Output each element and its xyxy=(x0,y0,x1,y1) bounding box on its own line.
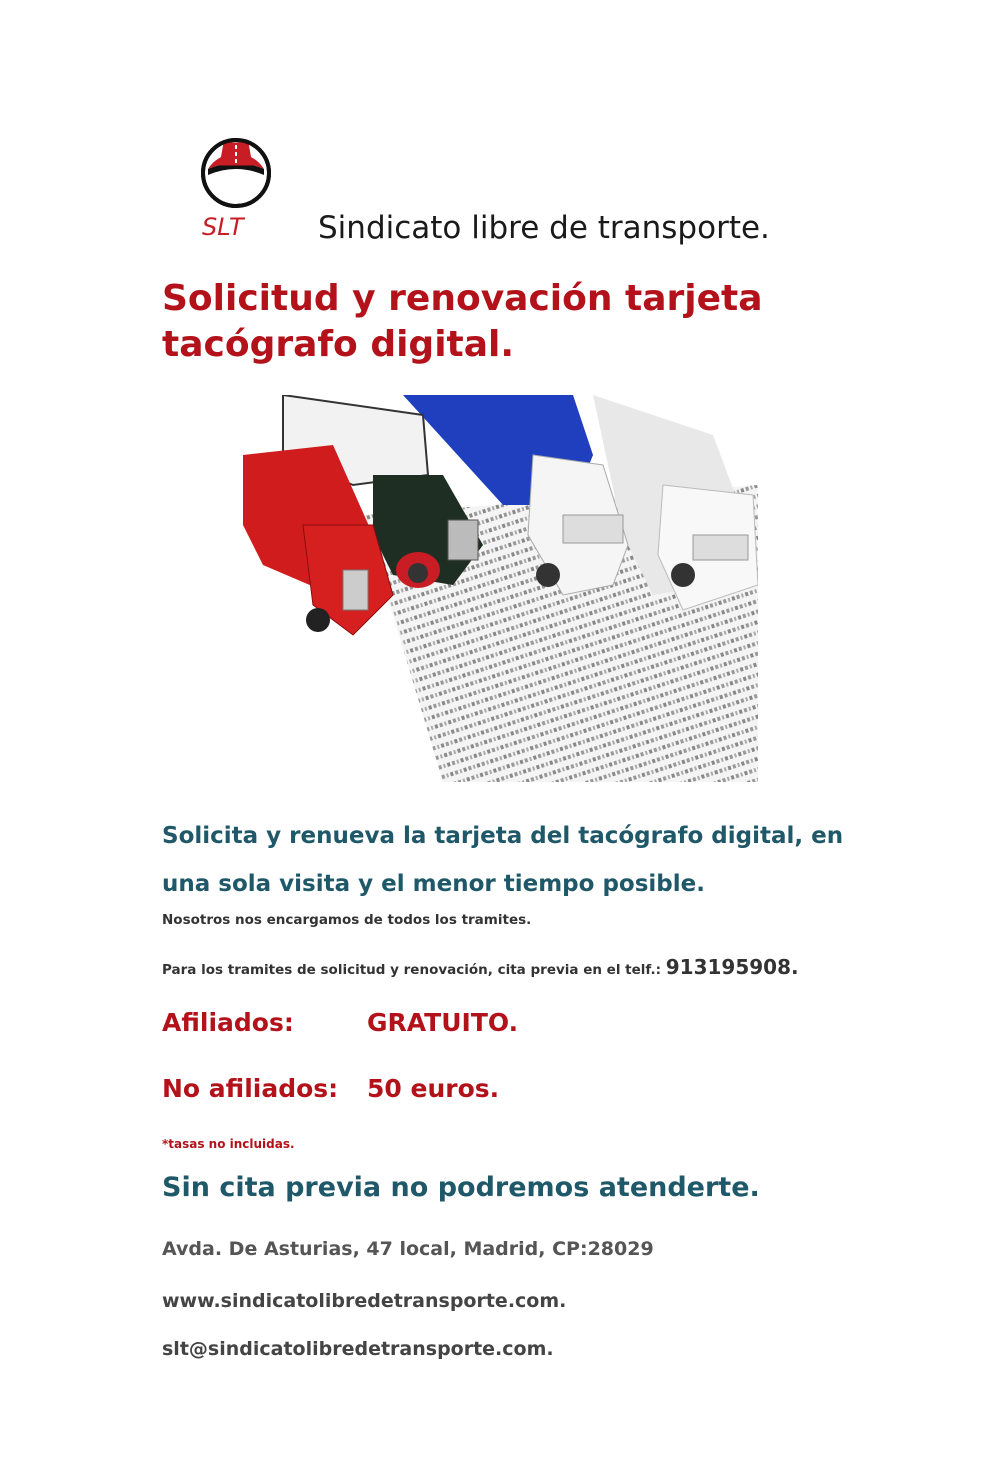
intro-line-1: Solicita y renueva la tarjeta del tacógrafo digital, en xyxy=(162,823,844,849)
address-text: Avda. De Asturias, 47 local, Madrid, CP:28029 xyxy=(162,1238,654,1260)
no-afiliados-value: 50 euros. xyxy=(367,1074,500,1103)
email-link[interactable]: slt@sindicatolibredetransporte.com. xyxy=(162,1338,554,1360)
website-link[interactable]: www.sindicatolibredetransporte.com. xyxy=(162,1290,567,1312)
phone-number: 913195908. xyxy=(665,955,799,979)
title-line-2: tacógrafo digital. xyxy=(162,324,515,365)
logo-text: SLT xyxy=(202,213,244,241)
note-tramites: Nosotros nos encargamos de todos los tramites. xyxy=(162,912,532,928)
no-afiliados-label: No afiliados: xyxy=(162,1074,339,1103)
road-logo-icon xyxy=(198,135,278,245)
title-line-1: Solicitud y renovación tarjeta xyxy=(162,278,763,319)
note-cita-text: Para los tramites de solicitud y renovación, cita previa en el telf.: xyxy=(162,962,666,978)
organization-name: Sindicato libre de transporte. xyxy=(318,210,770,246)
price-row-no-afiliados xyxy=(162,1074,499,1103)
intro-text xyxy=(162,812,922,908)
note-cita-previa xyxy=(162,955,799,979)
slt-logo xyxy=(198,135,278,245)
afiliados-label: Afiliados: xyxy=(162,1008,294,1037)
afiliados-value: GRATUITO. xyxy=(367,1008,519,1037)
page-title xyxy=(162,276,862,368)
warning-text: Sin cita previa no podremos atenderte. xyxy=(162,1172,760,1203)
intro-line-2: una sola visita y el menor tiempo posible. xyxy=(162,871,705,897)
tasas-footnote: *tasas no incluidas. xyxy=(162,1137,295,1151)
price-row-afiliados xyxy=(162,1008,518,1037)
trucks-tachograph-image xyxy=(243,395,758,782)
